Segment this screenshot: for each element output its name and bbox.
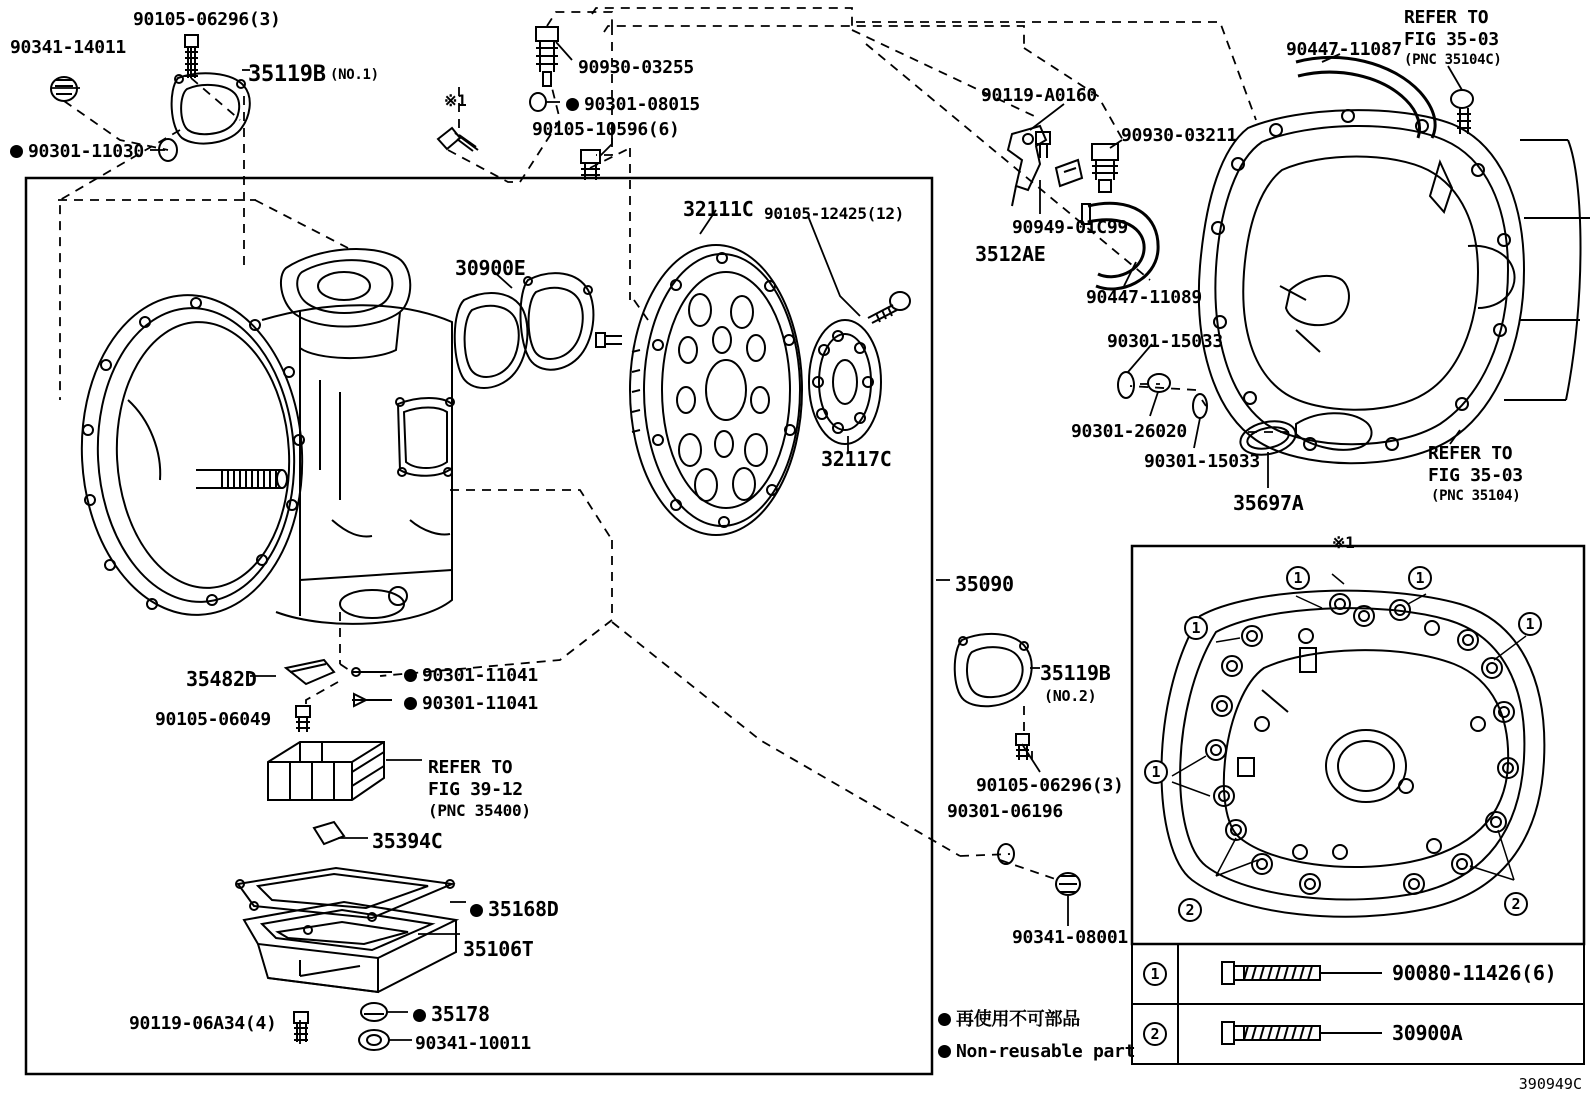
part-label-l38: 35394C <box>372 829 443 853</box>
part-label-l09: 90105-10596(6) <box>532 119 680 140</box>
part-30900E-gasket <box>455 293 528 388</box>
part-label-l04: (NO.1) <box>330 67 379 83</box>
part-label-l46: 90105-06296(3) <box>976 775 1124 796</box>
part-label-l13: 32117C <box>821 447 892 471</box>
part-bolt-star1-top <box>438 128 478 151</box>
part-label-l05: 90301-11030 <box>10 142 144 163</box>
part-label-l23: 90301-15033 <box>1107 331 1223 352</box>
part-label-l41: 35178 <box>413 1003 490 1026</box>
diagram-code: 390949C <box>1518 1075 1582 1093</box>
part-label-l48: 90341-08001 <box>1012 927 1128 948</box>
callout-circle-1-e: 1 <box>1144 760 1168 784</box>
part-small-bolt-mid <box>596 333 622 347</box>
callout-circle-2-a: 2 <box>1178 898 1202 922</box>
part-label-l40: 35106T <box>463 937 534 961</box>
part-label-l31: 35482D <box>186 667 257 691</box>
part-label-l11: 90105-12425(12) <box>764 204 904 223</box>
part-label-l25: 90301-15033 <box>1144 451 1260 472</box>
part-label-l28: FIG 35-03 <box>1428 465 1523 486</box>
part-label-l15: 90930-03211 <box>1121 125 1237 146</box>
legend-non-reusable-jp: 再使用不可部品 <box>938 1010 1080 1031</box>
part-label-l44: 35119B <box>1040 661 1111 685</box>
part-label-l47: 90301-06196 <box>947 801 1063 822</box>
legend-part-2-label: 30900A <box>1392 1021 1463 1045</box>
part-35168D-gasket <box>236 868 454 921</box>
part-90341-10011 <box>359 1030 389 1050</box>
part-32111C-drive-plate <box>630 245 802 535</box>
part-30900E-gasket-2 <box>521 273 594 370</box>
part-bolt-refer-3503 <box>1451 90 1473 134</box>
legend-circle-1: 1 <box>1143 962 1167 986</box>
part-35394C <box>314 822 344 844</box>
part-90301-26020 <box>1148 374 1170 392</box>
part-label-l10: 32111C <box>683 197 754 221</box>
part-label-l22: (PNC 35104C) <box>1404 52 1502 68</box>
part-label-l37: (PNC 35400) <box>428 801 531 820</box>
part-label-l08: 90301-08015 <box>566 95 700 116</box>
inset-diagram <box>1132 546 1584 944</box>
callout-circle-1-c: 1 <box>1184 616 1208 640</box>
part-label-l12: 30900E <box>455 256 526 280</box>
part-35119B-no2 <box>955 634 1032 706</box>
part-label-l17: 3512AE <box>975 242 1046 266</box>
part-label-l14: 90119-A0160 <box>981 85 1097 106</box>
part-label-l45: (NO.2) <box>1044 687 1097 705</box>
part-90301-15033-b <box>1193 394 1207 418</box>
part-label-l42: 90119-06A34(4) <box>129 1013 277 1034</box>
part-90105-06049 <box>296 706 310 732</box>
part-label-l27: REFER TO <box>1428 443 1513 464</box>
part-label-l06: ※1 <box>444 91 467 110</box>
part-torque-converter-housing <box>1199 110 1590 463</box>
part-label-l32: 90301-11041 <box>404 666 538 687</box>
part-label-l19: 90447-11087 <box>1286 39 1402 60</box>
part-label-l02: 90105-06296(3) <box>133 9 281 30</box>
part-label-l36: FIG 39-12 <box>428 779 523 800</box>
part-90949-01C99 <box>1056 160 1082 186</box>
part-label-l18: 90447-11089 <box>1086 287 1202 308</box>
legend-non-reusable-en: Non-reusable part <box>938 1042 1135 1063</box>
part-label-l39: 35168D <box>470 898 558 921</box>
part-label-l16: 90949-01C99 <box>1012 217 1128 238</box>
part-label-l01: 90341-14011 <box>10 37 126 58</box>
part-label-l26: 35697A <box>1233 491 1304 515</box>
part-label-l24: 90301-26020 <box>1071 421 1187 442</box>
part-label-l43: 90341-10011 <box>415 1033 531 1054</box>
part-label-l30: 35090 <box>955 572 1014 596</box>
part-label-l21: FIG 35-03 <box>1404 29 1499 50</box>
part-90341-14011 <box>51 77 77 101</box>
part-90301-08015 <box>530 93 546 111</box>
part-label-l33: 90301-11041 <box>404 694 538 715</box>
part-90341-08001 <box>1056 873 1080 895</box>
part-label-l49: ※1 <box>1332 533 1355 552</box>
part-label-l34: 90105-06049 <box>155 709 271 730</box>
part-90119-06A34-4 <box>294 1012 308 1042</box>
part-32117C-spacer <box>809 320 881 444</box>
legend-part-1-label: 90080-11426(6) <box>1392 961 1557 985</box>
part-35090-transmission-case <box>74 249 454 624</box>
part-35482D-magnet <box>286 660 334 684</box>
part-label-l07: 90930-03255 <box>578 57 694 78</box>
part-label-l03: 35119B <box>248 62 326 87</box>
part-90105-12425-12 <box>868 292 910 323</box>
part-35178-drain-plug <box>361 1003 387 1021</box>
part-90301-11041-bolt-b <box>352 694 392 706</box>
part-90301-15033-a <box>1118 372 1134 398</box>
callout-circle-1-a: 1 <box>1286 566 1310 590</box>
part-90930-03211 <box>1092 144 1118 192</box>
part-label-l20: REFER TO <box>1404 7 1489 28</box>
part-valve-body-35400 <box>268 742 384 800</box>
part-label-l29: (PNC 35104) <box>1431 488 1521 504</box>
part-90105-06296-3-right <box>1016 734 1029 760</box>
callout-circle-1-d: 1 <box>1518 612 1542 636</box>
callout-circle-2-b: 2 <box>1504 892 1528 916</box>
callout-circle-1-b: 1 <box>1408 566 1432 590</box>
part-35119B-no1 <box>172 73 250 143</box>
legend-circle-2: 2 <box>1143 1022 1167 1046</box>
part-90930-03255 <box>536 27 558 86</box>
part-label-l35: REFER TO <box>428 757 513 778</box>
